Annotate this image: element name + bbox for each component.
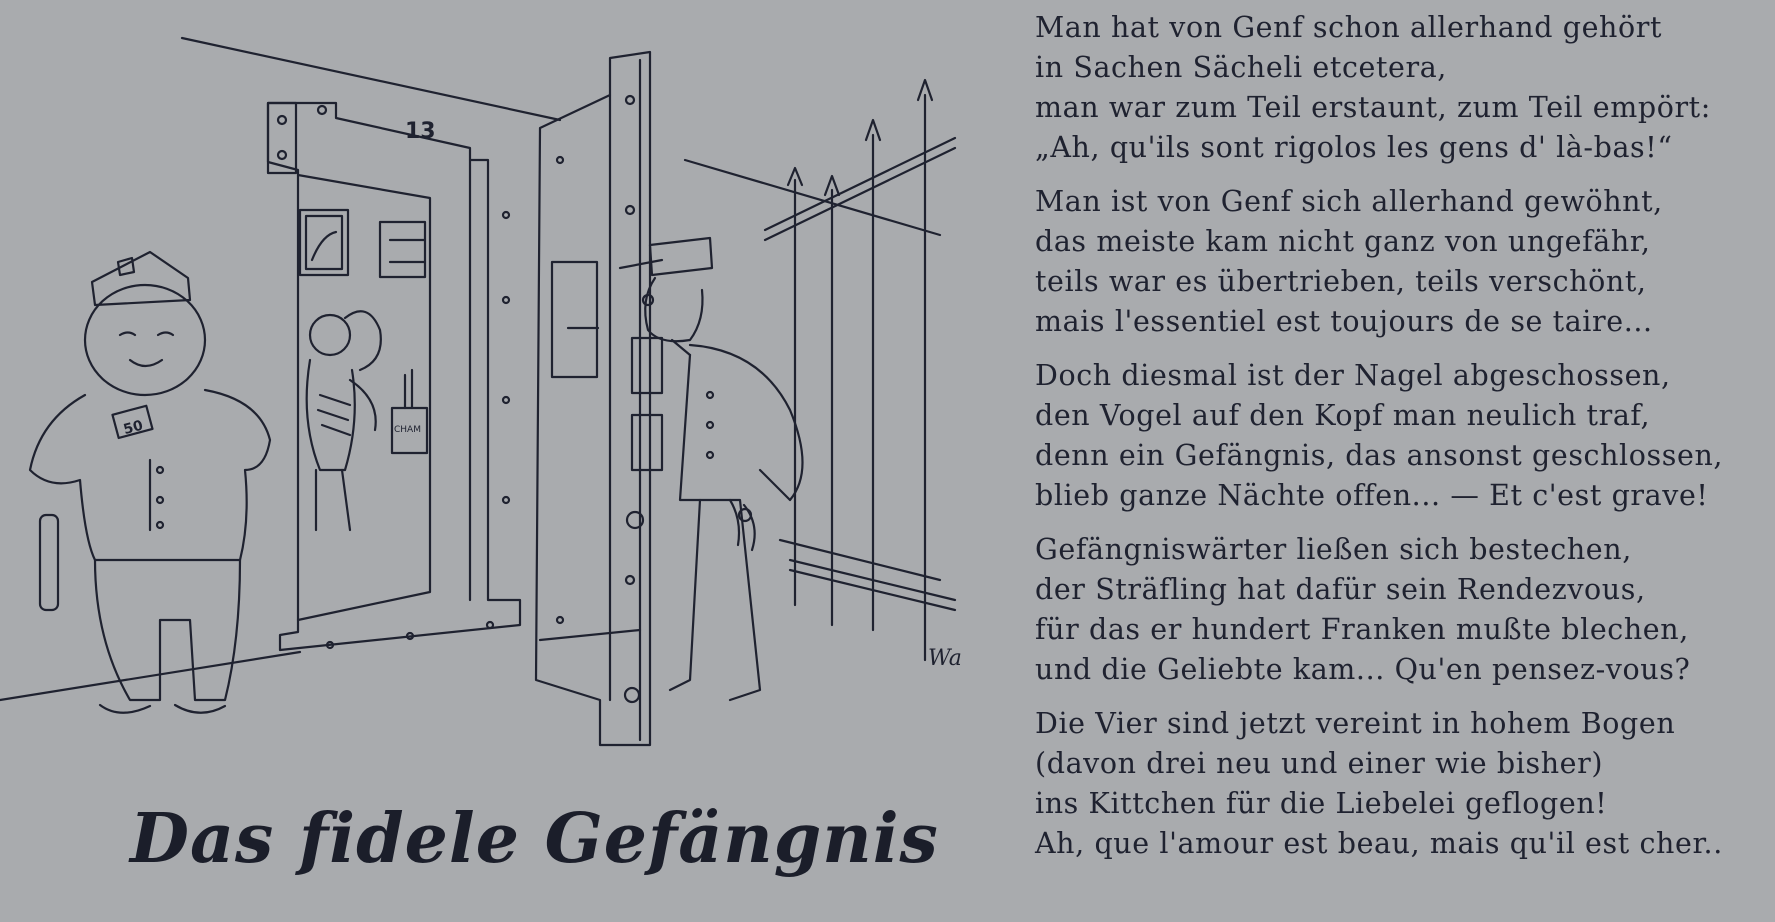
poem-line: (davon drei neu und einer wie bisher)	[1035, 747, 1604, 780]
poem-stanza	[1035, 356, 1770, 516]
couple-figures	[307, 311, 427, 530]
artist-signature: Wa	[928, 646, 962, 671]
page-title: Das fidele Gefängnis	[130, 799, 939, 879]
poem-line: mais l'essentiel est toujours de se taire...	[1035, 305, 1653, 338]
poem-line: Die Vier sind jetzt vereint in hohem Bogen	[1035, 707, 1676, 740]
guard-with-banknote	[30, 252, 270, 713]
poem-line: Gefängniswärter ließen sich bestechen,	[1035, 533, 1632, 566]
poem-line: teils war es übertrieben, teils verschönt,	[1035, 265, 1647, 298]
poem-line: blieb ganze Nächte offen... — Et c'est grave!	[1035, 479, 1709, 512]
cartoon-illustration	[0, 0, 1000, 780]
banknote-value: 50	[121, 417, 145, 439]
bottle-label: CHAM	[394, 425, 421, 435]
poem-stanza	[1035, 704, 1770, 864]
poem-line: das meiste kam nicht ganz von ungefähr,	[1035, 225, 1651, 258]
wall-picture	[300, 210, 348, 275]
poem-line: Man hat von Genf schon allerhand gehört	[1035, 11, 1663, 44]
poem-line: ins Kittchen für die Liebelei geflogen!	[1035, 787, 1608, 820]
poem-line: für das er hundert Franken mußte blechen,	[1035, 613, 1689, 646]
poem-line: Doch diesmal ist der Nagel abgeschossen,	[1035, 359, 1671, 392]
poem-line: und die Geliebte kam... Qu'en pensez-vous?	[1035, 653, 1691, 686]
poem-line: denn ein Gefängnis, das ansonst geschlossen,	[1035, 439, 1724, 472]
iron-fence	[765, 80, 955, 660]
poem-line: in Sachen Sächeli etcetera,	[1035, 51, 1447, 84]
poem-line: den Vogel auf den Kopf man neulich traf,	[1035, 399, 1651, 432]
poem-line: Man ist von Genf sich allerhand gewöhnt,	[1035, 185, 1663, 218]
poem-stanza	[1035, 182, 1770, 342]
poem-line: man war zum Teil erstaunt, zum Teil empört:	[1035, 91, 1711, 124]
poem-line: „Ah, qu'ils sont rigolos les gens d' là-bas!“	[1035, 131, 1673, 164]
poem	[1035, 8, 1770, 878]
open-cell-door	[536, 52, 662, 745]
poem-stanza	[1035, 8, 1770, 168]
poem-line: der Sträfling hat dafür sein Rendezvous,	[1035, 573, 1646, 606]
cell-number: 13	[405, 119, 436, 144]
poem-line: Ah, que l'amour est beau, mais qu'il est cher..	[1035, 827, 1723, 860]
cell-door-frame	[268, 103, 520, 650]
poem-stanza	[1035, 530, 1770, 690]
